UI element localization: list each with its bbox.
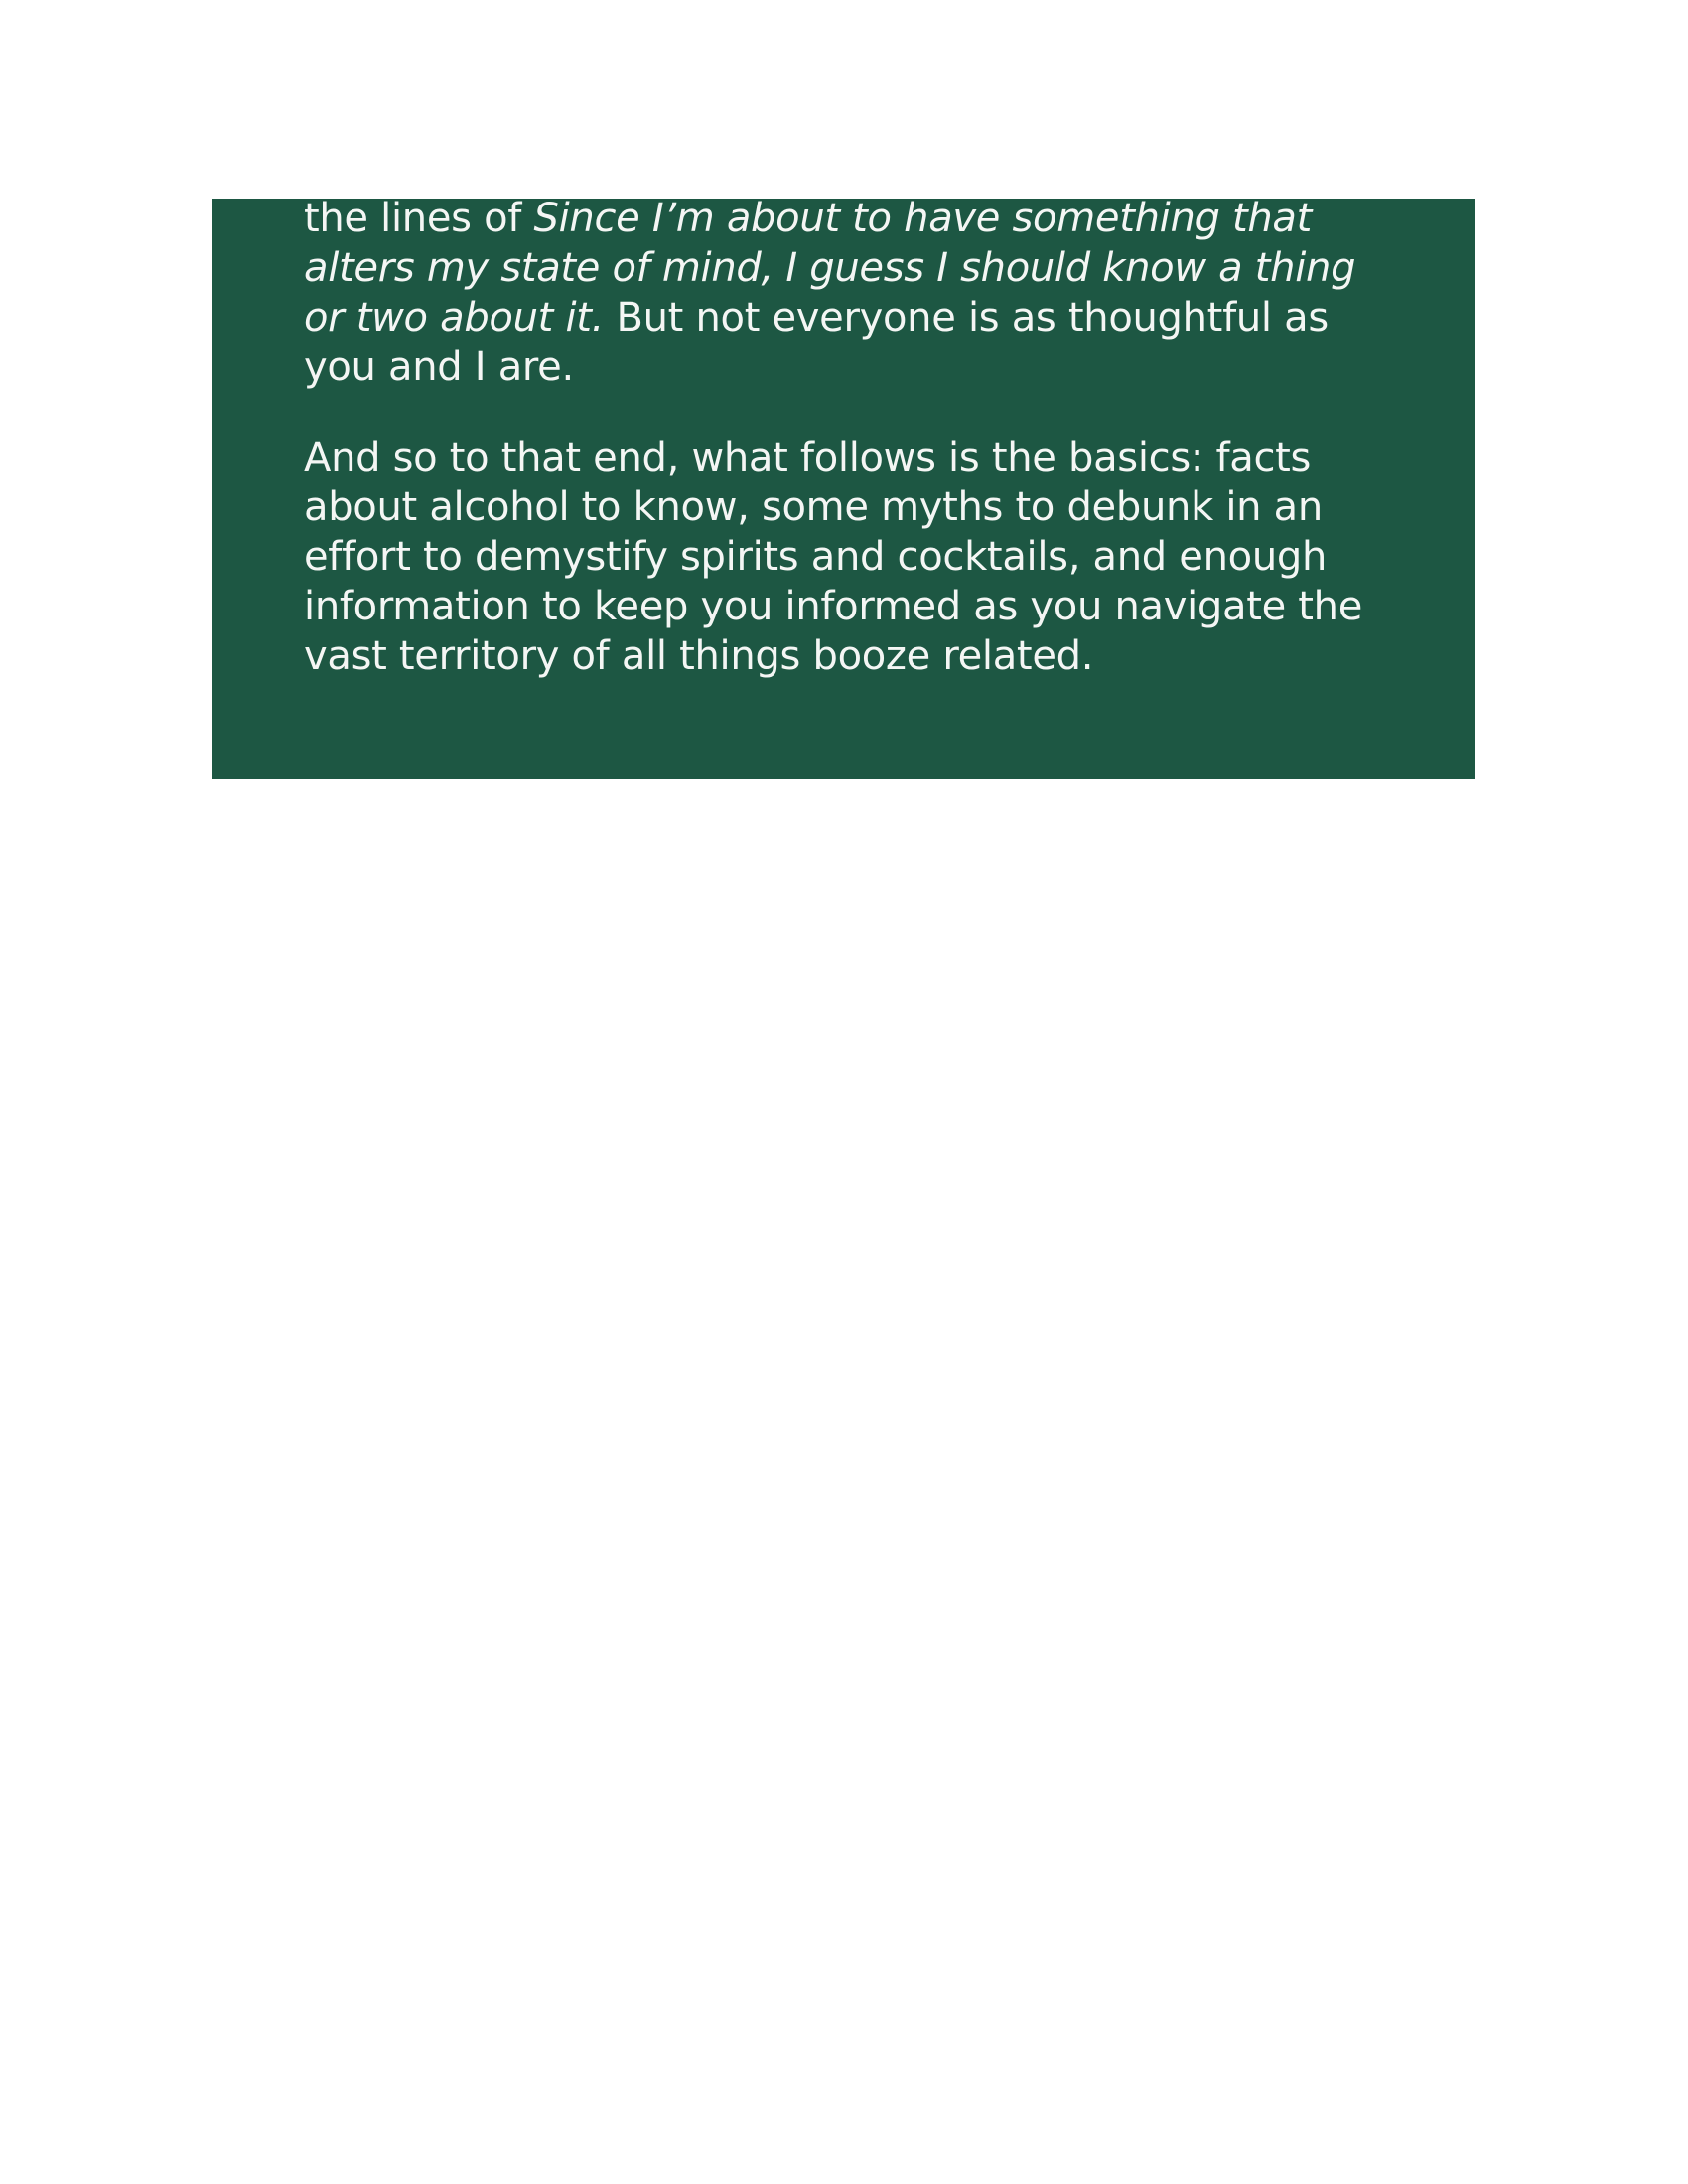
paragraph-1-tail-text: But not everyone is as thoughtful as you and I are. xyxy=(304,295,1329,390)
paragraph-1-lead-text: the lines of xyxy=(304,199,534,241)
paragraph-thoughtful xyxy=(304,199,1395,392)
paragraph-basics: And so to that end, what follows is the basics: facts about alcohol to know, some myths to debunk in an effort to demystify spirits and cocktails, and enough information to keep you informed as you navigate the vast territory of all things booze related. xyxy=(304,435,1363,679)
paragraph-1-italic-text: Since I’m about to have something that alters my state of mind, I guess I should know a thing or two about it. xyxy=(304,199,1356,341)
text-panel xyxy=(212,199,1475,779)
